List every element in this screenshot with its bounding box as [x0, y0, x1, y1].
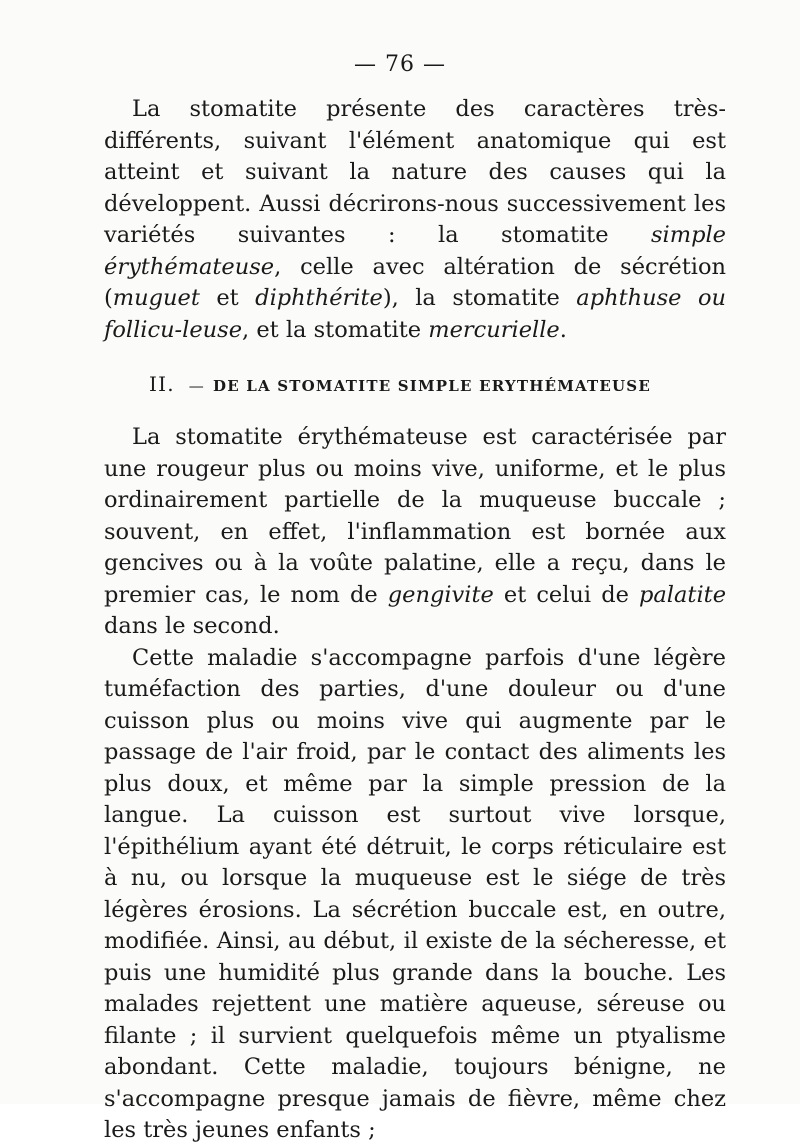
- intro-text-6: .: [559, 316, 567, 343]
- section-number: II.: [149, 372, 175, 396]
- definition-italic-1: gengivite: [387, 581, 494, 608]
- definition-text-3: dans le second.: [104, 613, 280, 639]
- symptoms-paragraph: Cette maladie s'accompagne parfois d'une légère tuméfaction des parties, d'une douleur ou d'une cuisson plus ou moins vive qui augmente par le passage de l'air froid, par le contact des aliments les plus doux, et même par la simple pression de la langue. La cuisson est surtout vive lorsque, l'épithélium ayant été détruit, le corps réticulaire est à nu, ou lorsque la muqueuse est le siége de très légères érosions. La sécrétion buccale est, en outre, modifiée. Ainsi, au début, il existe de la sécheresse, et puis une humidité plus grande dans la bouche. Les malades rejettent une matière aqueuse, séreuse ou filante ; il survient quelquefois même un ptyalisme abondant. Cette maladie, toujours bénigne, ne s'accompagne presque jamais de fièvre, même chez les très jeunes enfants ;: [104, 644, 726, 1143]
- section-dash: —: [188, 377, 205, 395]
- page-number: — 76 —: [354, 52, 446, 77]
- intro-italic-4: aphthuse ou follicu-leuse: [104, 285, 726, 343]
- section-heading: [0, 372, 800, 396]
- definition-text-2: et celui de: [493, 581, 639, 608]
- intro-italic-1: simple érythémateuse: [104, 222, 726, 280]
- intro-paragraph: [104, 94, 726, 346]
- section-title: DE LA STOMATITE SIMPLE ERYTHÉMATEUSE: [213, 377, 651, 395]
- intro-italic-3: diphthérite: [255, 285, 383, 311]
- intro-text-2: , celle avec altération de sécrétion (: [104, 253, 726, 311]
- intro-italic-5: mercurielle: [428, 316, 560, 343]
- intro-text-1: La stomatite présente des caractères très-différents, suivant l'élément anatomique qui est atteint et suivant la nature des causes qui la développent. Aussi décrirons-nous successivement les variétés suivantes : la stomatite: [104, 96, 726, 248]
- intro-text-5: , et la stomatite: [242, 316, 429, 343]
- intro-text-4: ), la stomatite: [382, 285, 577, 311]
- definition-paragraph: [104, 422, 726, 643]
- definition-italic-2: palatite: [638, 581, 727, 608]
- intro-text-block: [104, 94, 726, 346]
- intro-text-3: et: [199, 285, 256, 311]
- definition-text-1: La stomatite érythémateuse est caractérisée par une rougeur plus ou moins vive, uniforme, et le plus ordinairement partielle de la muqueuse buccale ; souvent, en effet, l'inflammation est bornée aux gencives ou à la voûte palatine, elle a reçu, dans le premier cas, le nom de: [104, 424, 726, 608]
- intro-italic-2: muguet: [112, 285, 200, 311]
- section-text-block: [104, 422, 726, 1147]
